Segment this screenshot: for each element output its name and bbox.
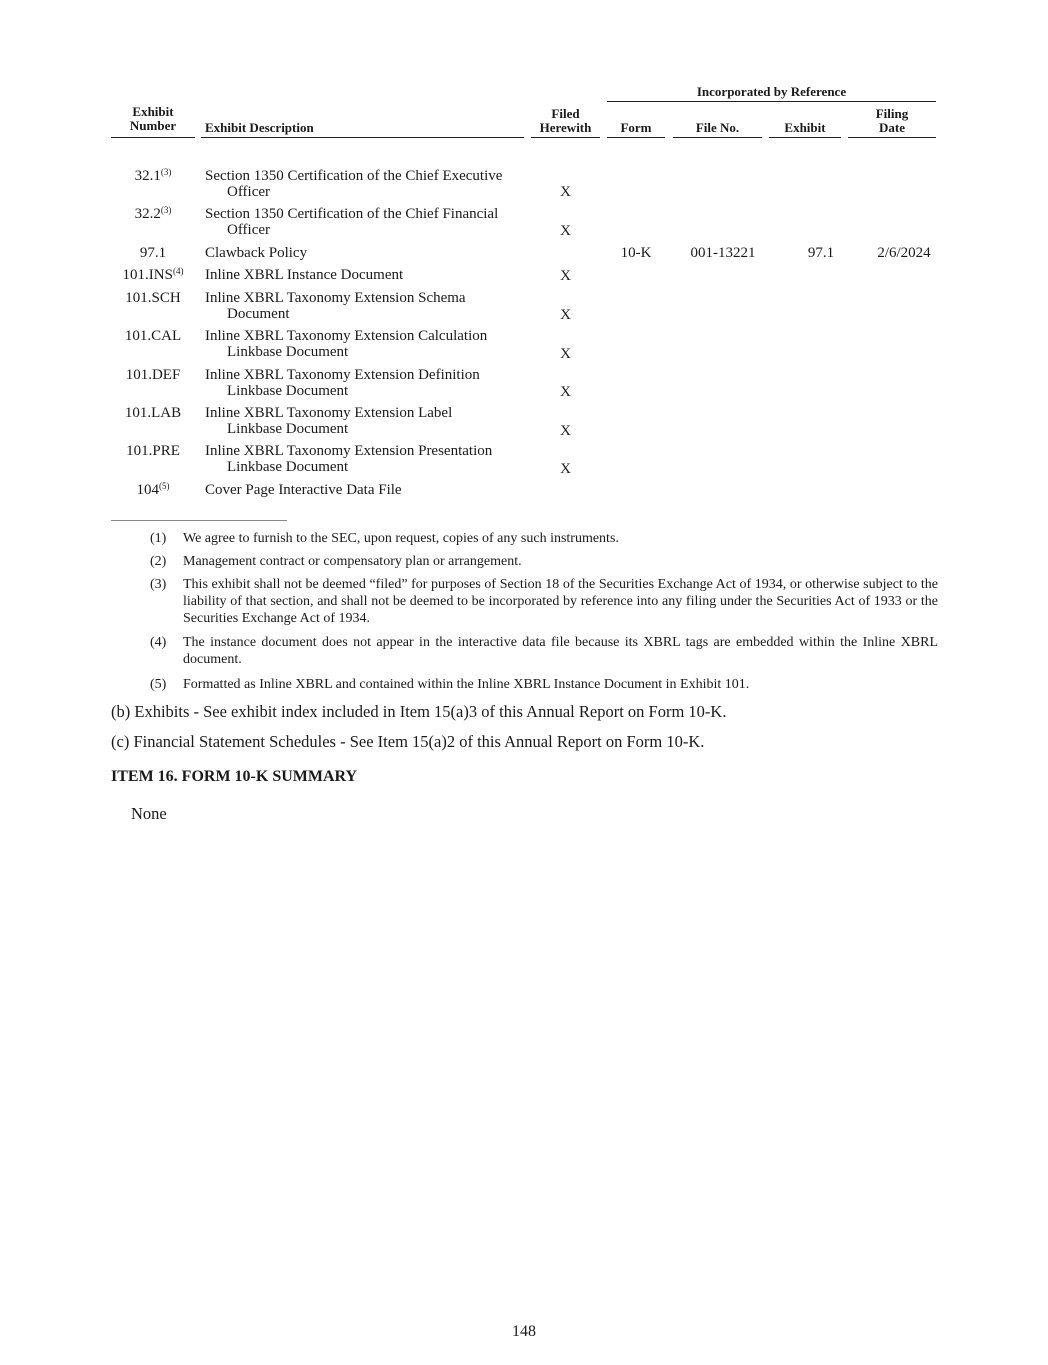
footnote-3 <box>150 576 938 630</box>
header-filed-herewith <box>531 107 600 135</box>
filed-herewith-mark: X <box>560 268 571 284</box>
header-exhibit-number-line1: Exhibit <box>132 104 174 119</box>
header-exhibit-number-line2: Number <box>129 118 177 133</box>
paragraph-c-schedules: (c) Financial Statement Schedules - See Item 15(a)2 of this Annual Report on Form 10-K. <box>111 732 705 751</box>
exhibit-number: 101.LAB <box>124 405 182 421</box>
paragraph-b-exhibits: (b) Exhibits - See exhibit index included in Item 15(a)3 of this Annual Report on Form 10-K. <box>111 702 727 721</box>
exhibit-number: 101.SCH <box>125 290 181 306</box>
exhibit-description: Inline XBRL Taxonomy Extension Calculation Linkbase Document <box>205 328 488 360</box>
footnote-mark: (3) <box>150 577 167 592</box>
exhibit-description: Section 1350 Certification of the Chief Executive Officer <box>205 168 503 200</box>
header-filed-line2: Herewith <box>539 120 592 135</box>
exhibit-value: 97.1 <box>807 245 835 261</box>
footnote-4 <box>150 634 938 670</box>
exhibit-description: Section 1350 Certification of the Chief Financial Officer <box>205 206 499 238</box>
header-rule-exhibit <box>769 137 841 138</box>
form-value: 10-K <box>620 245 652 261</box>
header-exhibit: Exhibit <box>784 120 826 135</box>
header-filed-line1: Filed <box>551 106 580 121</box>
footnote-2 <box>150 553 938 571</box>
incorporated-by-reference-header: Incorporated by Reference <box>696 84 847 99</box>
footnote-text: The instance document does not appear in the interactive data file because its XBRL tags are embedded within the Inline XBRL document. <box>183 635 938 667</box>
filed-herewith-mark: X <box>560 184 571 200</box>
header-file-no: File No. <box>695 120 740 135</box>
filed-herewith-mark: X <box>560 223 571 239</box>
header-filing-date-line1: Filing <box>875 106 909 121</box>
item16-body: None <box>131 804 167 823</box>
header-exhibit-number <box>111 105 195 133</box>
filed-herewith-mark: X <box>560 384 571 400</box>
filed-herewith-mark: X <box>560 423 571 439</box>
exhibit-number: 101.DEF <box>125 367 181 383</box>
filed-herewith-mark: X <box>560 461 571 477</box>
exhibit-description: Inline XBRL Taxonomy Extension Schema Document <box>205 290 466 322</box>
header-rule-number <box>111 137 195 138</box>
filing-date-value: 2/6/2024 <box>877 245 931 261</box>
header-rule-form <box>607 137 665 138</box>
footnote-text: Formatted as Inline XBRL and contained within the Inline XBRL Instance Document in Exhibit 101. <box>183 677 750 692</box>
footnote-mark: (4) <box>150 635 167 650</box>
footnote-separator <box>111 520 287 521</box>
header-rule-filed <box>531 137 600 138</box>
exhibit-number: 101.PRE <box>126 443 180 459</box>
exhibit-number: 32.1$^{(3)}$ <box>134 167 172 184</box>
incorporated-by-reference-rule <box>607 101 936 102</box>
header-form: Form <box>620 120 652 135</box>
footnote-text: We agree to furnish to the SEC, upon request, copies of any such instruments. <box>183 531 619 546</box>
footnote-1 <box>150 530 938 548</box>
filed-herewith-mark: X <box>560 307 571 323</box>
exhibit-description: Cover Page Interactive Data File <box>205 482 402 498</box>
footnote-5 <box>150 676 938 694</box>
header-exhibit-description: Exhibit Description <box>205 120 314 135</box>
exhibit-number: 101.INS$^{(4)}$ <box>122 266 184 283</box>
header-filing-date-line2: Date <box>879 120 905 135</box>
footnote-mark: (2) <box>150 554 167 569</box>
footnote-text: Management contract or compensatory plan or arrangement. <box>183 554 522 569</box>
exhibit-description: Inline XBRL Taxonomy Extension Definition Linkbase Document <box>205 367 480 399</box>
page-number: 148 <box>512 1323 536 1340</box>
exhibit-number: 101.CAL <box>124 328 182 344</box>
header-rule-description <box>201 137 524 138</box>
footnote-text: This exhibit shall not be deemed “filed” for purposes of Section 18 of the Securities Exchange Act of 1934, or otherwise subject to the liability of that section, and shall not be deemed to be incorporated by reference into any filing under the Securities Act of 1933 or the Securities Exchange Act of 1934. <box>183 577 938 626</box>
exhibit-description: Clawback Policy <box>205 245 308 261</box>
exhibit-number: 104$^{(5)}$ <box>136 481 170 498</box>
exhibit-description: Inline XBRL Instance Document <box>205 267 404 283</box>
header-rule-file-no <box>673 137 762 138</box>
exhibit-number: 32.2$^{(3)}$ <box>134 205 172 222</box>
header-filing-date <box>848 107 936 135</box>
item16-heading: ITEM 16. FORM 10-K SUMMARY <box>111 768 358 785</box>
exhibit-description: Inline XBRL Taxonomy Extension Presentation Linkbase Document <box>205 443 493 475</box>
footnote-mark: (1) <box>150 531 167 546</box>
filed-herewith-mark: X <box>560 346 571 362</box>
header-rule-filing-date <box>848 137 936 138</box>
file-no-value: 001-13221 <box>690 245 756 261</box>
footnote-mark: (5) <box>150 677 167 692</box>
exhibit-description: Inline XBRL Taxonomy Extension Label Linkbase Document <box>205 405 453 437</box>
exhibit-number: 97.1 <box>139 245 167 261</box>
